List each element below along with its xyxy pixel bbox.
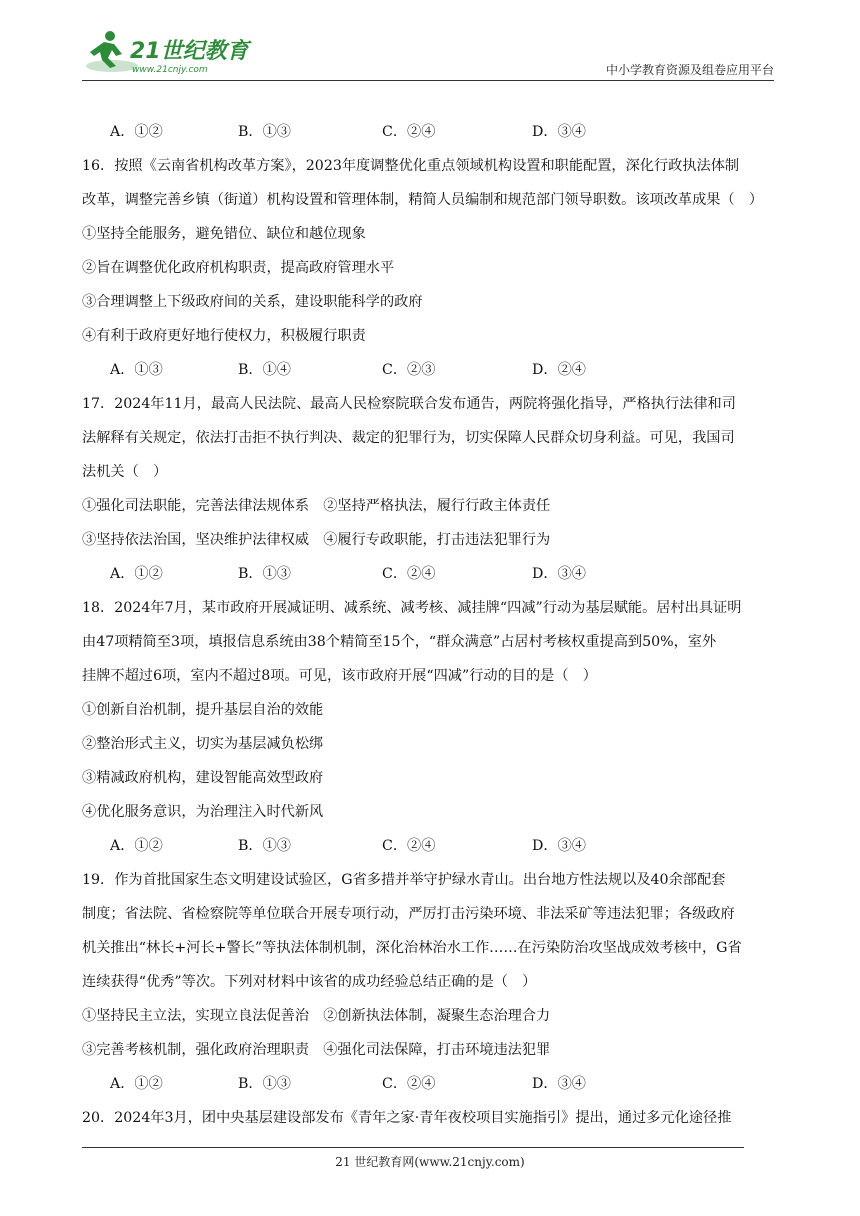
text-line: 挂牌不超过6项，室内不超过8项。可见，该市政府开展“四减”行动的目的是（ ） bbox=[82, 668, 597, 684]
platform-name: 中小学教育资源及组卷应用平台 bbox=[605, 63, 774, 77]
option-a: A．①② bbox=[110, 124, 163, 140]
text-line: 连续获得“优秀”等次。下列对材料中该省的成功经验总结正确的是（ ） bbox=[82, 974, 537, 990]
option-d: D．②④ bbox=[532, 362, 586, 378]
option-b: B．①④ bbox=[238, 362, 291, 378]
option-a: A．①③ bbox=[110, 362, 163, 378]
text-line: ①坚持全能服务，避免错位、缺位和越位现象 bbox=[82, 226, 366, 242]
page-footer: 21 世纪教育网(www.21cnjy.com) bbox=[335, 1155, 525, 1169]
option-b: B．①③ bbox=[238, 838, 291, 854]
text-line: ④有利于政府更好地行使权力，积极履行职责 bbox=[82, 328, 366, 344]
text-line: ③精减政府机构，建设智能高效型政府 bbox=[82, 770, 324, 786]
text-line: ④优化服务意识，为治理注入时代新风 bbox=[82, 804, 324, 820]
text-line: 17．2024年11月，最高人民法院、最高人民检察院联合发布通告，两院将强化指导，严格执行法律和司 bbox=[82, 396, 736, 412]
text-line: 法解释有关规定，依法打击拒不执行判决、裁定的犯罪行为，切实保障人民群众切身利益。可见，我国司 bbox=[82, 430, 735, 446]
text-line: 19．作为首批国家生态文明建设试验区，G省多措并举守护绿水青山。出台地方性法规以及40余部配套 bbox=[82, 872, 726, 888]
text-line: ①创新自治机制，提升基层自治的效能 bbox=[82, 702, 324, 718]
text-line: 制度；省法院、省检察院等单位联合开展专项行动，严厉打击污染环境、非法采矿等违法犯罪；各级政府 bbox=[82, 906, 735, 922]
logo-21cnjy bbox=[82, 26, 252, 78]
option-a: A．①② bbox=[110, 1076, 163, 1092]
option-b: B．①③ bbox=[238, 1076, 291, 1092]
text-line: 20．2024年3月，团中央基层建设部发布《青年之家·青年夜校项目实施指引》提出，通过多元化途径推 bbox=[82, 1110, 732, 1126]
page-header bbox=[82, 26, 774, 82]
text-line: 16．按照《云南省机构改革方案》，2023年度调整优化重点领域机构设置和职能配置，深化行政执法体制 bbox=[82, 158, 740, 174]
text-line: ③合理调整上下级政府间的关系，建设职能科学的政府 bbox=[82, 294, 423, 310]
text-line: ③完善考核机制，强化政府治理职责 ④强化司法保障，打击环境违法犯罪 bbox=[82, 1042, 551, 1058]
option-d: D．③④ bbox=[532, 124, 586, 140]
option-a: A．①② bbox=[110, 566, 163, 582]
option-d: D．③④ bbox=[532, 1076, 586, 1092]
text-line: ③坚持依法治国，坚决维护法律权威 ④履行专政职能，打击违法犯罪行为 bbox=[82, 532, 551, 548]
option-c: C．②④ bbox=[382, 566, 436, 582]
text-line: ②旨在调整优化政府机构职责，提高政府管理水平 bbox=[82, 260, 395, 276]
option-c: C．②③ bbox=[382, 362, 436, 378]
option-a: A．①② bbox=[110, 838, 163, 854]
footer-rule bbox=[82, 1147, 744, 1148]
option-c: C．②④ bbox=[382, 838, 436, 854]
option-b: B．①③ bbox=[238, 124, 291, 140]
option-c: C．②④ bbox=[382, 1076, 436, 1092]
header-rule bbox=[82, 80, 774, 81]
logo-text: 21世纪教育 bbox=[130, 39, 249, 64]
option-d: D．③④ bbox=[532, 566, 586, 582]
text-line: 18．2024年7月，某市政府开展减证明、减系统、减考核、减挂牌“四减”行动为基层赋能。居村出具证明 bbox=[82, 600, 742, 616]
text-line: ①强化司法职能，完善法律法规体系 ②坚持严格执法，履行行政主体责任 bbox=[82, 498, 551, 514]
option-c: C．②④ bbox=[382, 124, 436, 140]
text-line: 法机关（ ） bbox=[82, 464, 168, 480]
option-b: B．①③ bbox=[238, 566, 291, 582]
text-line: 由47项精简至3项，填报信息系统由38个精简至15个，“群众满意”占居村考核权重提高到50%，室外 bbox=[82, 634, 717, 650]
text-line: 改革，调整完善乡镇（街道）机构设置和管理体制，精简人员编制和规范部门领导职数。该项改革成果（ ） bbox=[82, 192, 764, 208]
text-line: ①坚持民主立法，实现立良法促善治 ②创新执法体制，凝聚生态治理合力 bbox=[82, 1008, 551, 1024]
text-line: 机关推出“林长+河长+警长”等执法体制机制，深化治林治水工作……在污染防治攻坚战成效考核中，G省 bbox=[82, 940, 742, 956]
logo-url: www.21cnjy.com bbox=[132, 65, 208, 75]
option-d: D．③④ bbox=[532, 838, 586, 854]
text-line: ②整治形式主义，切实为基层减负松绑 bbox=[82, 736, 324, 752]
